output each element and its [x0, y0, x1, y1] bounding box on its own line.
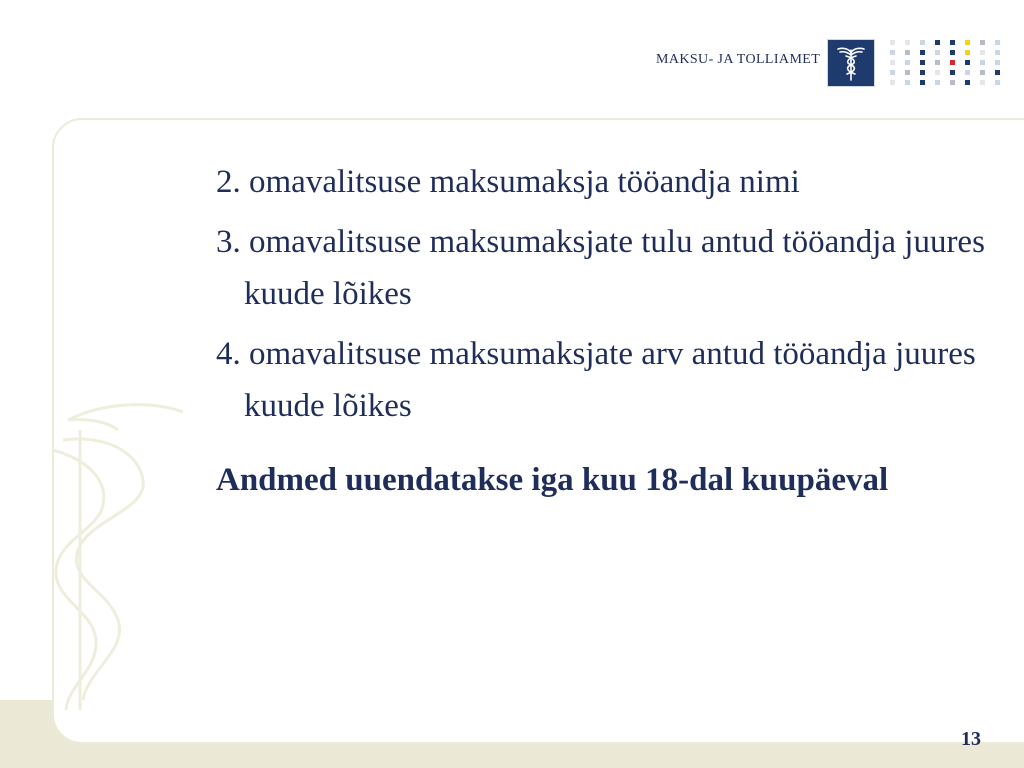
list-item: 2. omavalitsuse maksumaksja tööandja nimi	[216, 164, 800, 200]
page-number: 13	[961, 728, 981, 750]
caduceus-watermark	[48, 390, 188, 710]
grid-dot	[965, 70, 970, 75]
grid-dot	[890, 50, 895, 55]
grid-dot	[920, 50, 925, 55]
grid-dot	[980, 50, 985, 55]
caduceus-icon	[828, 40, 874, 86]
grid-dot	[995, 60, 1000, 65]
grid-dot	[950, 40, 955, 45]
grid-dot	[935, 60, 940, 65]
grid-dot	[935, 40, 940, 45]
grid-dot	[995, 80, 1000, 85]
grid-dot	[995, 70, 1000, 75]
grid-dot	[905, 70, 910, 75]
grid-dot	[935, 70, 940, 75]
grid-dot	[965, 60, 970, 65]
grid-dot	[965, 50, 970, 55]
list-item: 4. omavalitsuse maksumaksjate arv antud tööandja juures kuude lõikes	[216, 336, 976, 424]
grid-dot	[920, 70, 925, 75]
grid-dot	[890, 60, 895, 65]
update-note: Andmed uuendatakse iga kuu 18-dal kuupäeval	[216, 462, 889, 498]
grid-dot	[890, 80, 895, 85]
grid-dot	[980, 80, 985, 85]
grid-dot	[905, 80, 910, 85]
grid-dot	[905, 40, 910, 45]
grid-dot	[980, 60, 985, 65]
dot-grid-decoration	[886, 38, 1010, 88]
grid-dot	[935, 50, 940, 55]
agency-name: MAKSU- JA TOLLIAMET	[656, 52, 821, 67]
grid-dot	[995, 40, 1000, 45]
grid-dot	[980, 70, 985, 75]
grid-dot	[950, 50, 955, 55]
grid-dot	[965, 40, 970, 45]
grid-dot	[935, 80, 940, 85]
grid-dot	[890, 40, 895, 45]
grid-dot	[995, 50, 1000, 55]
grid-dot	[920, 60, 925, 65]
grid-dot	[905, 60, 910, 65]
grid-dot	[980, 40, 985, 45]
grid-dot	[965, 80, 970, 85]
grid-dot	[950, 60, 955, 65]
content-text	[216, 156, 1006, 504]
grid-dot	[920, 40, 925, 45]
grid-dot	[920, 80, 925, 85]
grid-dot	[950, 80, 955, 85]
grid-dot	[905, 50, 910, 55]
agency-logo	[827, 39, 875, 87]
list-item: 3. omavalitsuse maksumaksjate tulu antud tööandja juures kuude lõikes	[216, 224, 985, 312]
grid-dot	[890, 70, 895, 75]
grid-dot	[950, 70, 955, 75]
